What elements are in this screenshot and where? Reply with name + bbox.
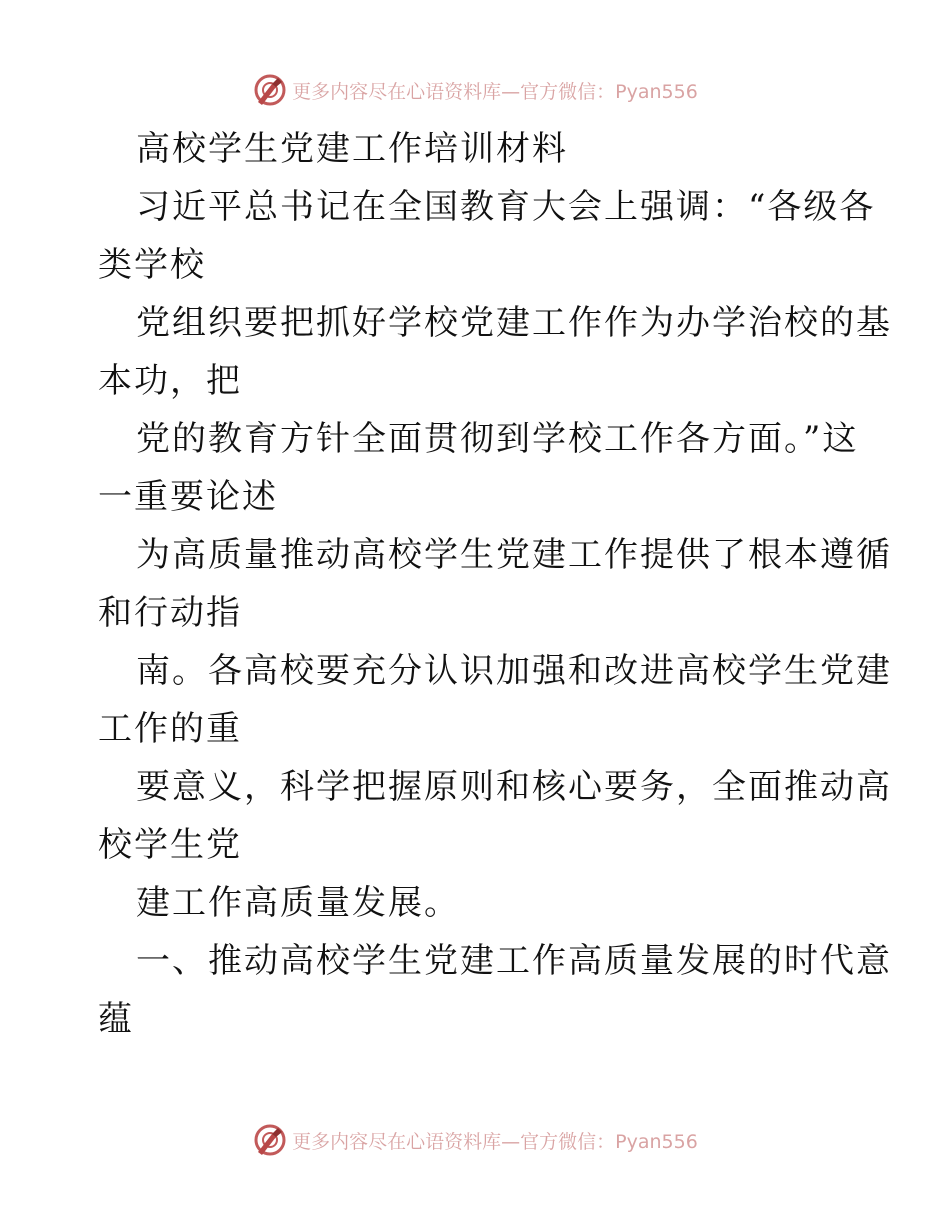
document-line: 南。各高校要充分认识加强和改进高校学生党建 (136, 651, 892, 691)
document-line: 党的教育方针全面贯彻到学校工作各方面。”这 (136, 419, 859, 459)
document-line: 党组织要把抓好学校党建工作作为办学治校的基 (136, 303, 892, 343)
document-line: 校学生党 (98, 825, 242, 865)
header-watermark-text: 更多内容尽在心语资料库—官方微信：Pyan556 (292, 80, 698, 103)
document-line: 为高质量推动高校学生党建工作提供了根本遵循 (136, 535, 892, 575)
document-line: 一、推动高校学生党建工作高质量发展的时代意 (136, 941, 892, 981)
document-line: 和行动指 (98, 593, 242, 633)
document-line: 一重要论述 (98, 477, 278, 517)
document-line: 要意义，科学把握原则和核心要务，全面推动高 (136, 767, 892, 807)
red-pen-circle-logo-icon (252, 72, 288, 108)
header-watermark-banner (0, 68, 950, 112)
document-line: 工作的重 (98, 709, 242, 749)
footer-watermark-text: 更多内容尽在心语资料库—官方微信：Pyan556 (292, 1130, 698, 1153)
document-line: 习近平总书记在全国教育大会上强调：“各级各 (136, 187, 876, 227)
document-line: 类学校 (98, 245, 206, 285)
red-pen-circle-logo-icon (252, 1122, 288, 1158)
document-line: 蕴 (98, 999, 134, 1039)
document-line: 建工作高质量发展。 (136, 883, 460, 923)
document-body (98, 120, 892, 1048)
document-line: 本功，把 (98, 361, 242, 401)
document-line: 高校学生党建工作培训材料 (136, 129, 568, 169)
footer-watermark-banner (0, 1118, 950, 1162)
